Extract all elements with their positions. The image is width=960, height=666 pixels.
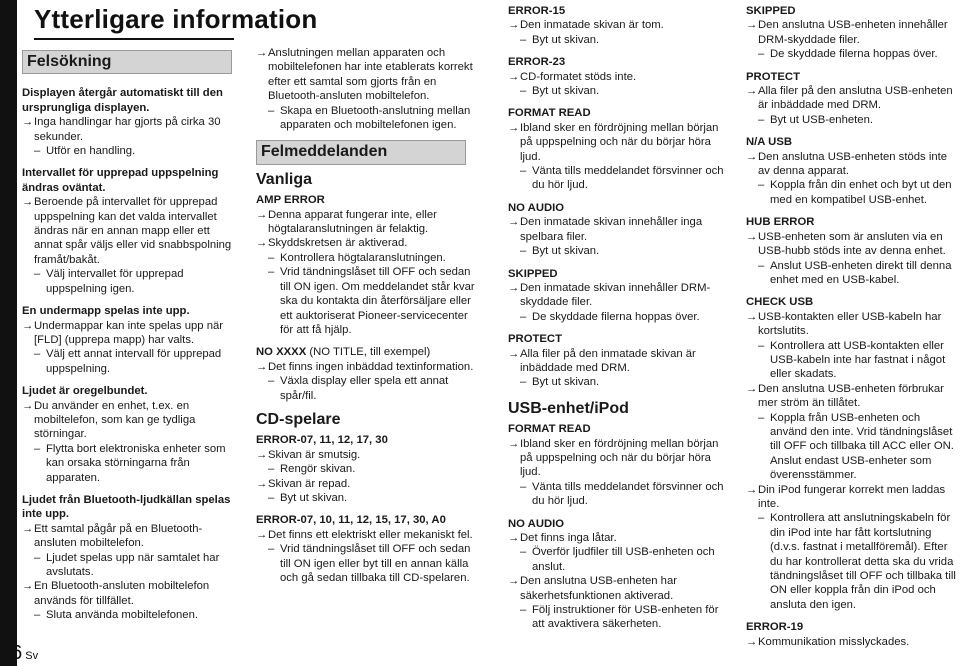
action-text: Byt ut skivan. [532, 85, 600, 98]
action-item [256, 251, 476, 265]
cause-text: USB-kontakten eller USB-kabeln har kortslutits. [758, 310, 942, 338]
arrow-icon: → [22, 319, 34, 332]
cause-item [256, 528, 476, 542]
message-heading-text: CHECK USB [746, 296, 814, 309]
message-heading-text: PROTECT [746, 70, 800, 83]
arrow-icon: → [508, 281, 520, 294]
cause-item [22, 579, 232, 608]
arrow-icon: → [256, 528, 268, 541]
arrow-icon: → [256, 360, 268, 373]
action-text: Skapa en Bluetooth-anslutning mellan apparaten och mobiltelefonen igen. [280, 104, 471, 132]
arrow-icon: → [508, 19, 520, 32]
message-block [746, 4, 958, 62]
cause-item [256, 236, 476, 250]
cause-text: Denna apparat fungerar inte, eller högtalaranslutningen är felaktig. [268, 208, 437, 236]
cause-text: Den anslutna USB-enheten har säkerhetsfunktionen aktiverad. [520, 575, 678, 602]
action-item [22, 144, 232, 158]
arrow-icon: → [508, 347, 520, 360]
column-usb-errors [746, 4, 958, 649]
action-text: Överför ljudfiler till USB-enheten och anslut. [532, 546, 715, 573]
arrow-icon: → [256, 47, 268, 59]
arrow-icon: → [508, 216, 520, 229]
action-item [256, 104, 476, 133]
arrow-icon: → [746, 635, 758, 648]
action-item [746, 511, 958, 612]
dash-icon: – [520, 245, 527, 258]
action-item [508, 545, 730, 574]
dash-icon: – [34, 442, 41, 455]
cause-text: Ibland sker en fördröjning mellan början på uppspelning och när du börjar höra ljud. [520, 121, 719, 163]
action-item [508, 244, 730, 258]
action-text: Byt ut skivan. [532, 376, 600, 389]
arrow-icon: → [746, 382, 758, 395]
arrow-icon: → [256, 208, 268, 221]
cause-text: Inga handlingar har gjorts på cirka 30 sekunder. [34, 116, 221, 143]
arrow-icon: → [746, 310, 758, 323]
message-heading-text: FORMAT READ [508, 423, 591, 436]
action-item [508, 310, 730, 324]
action-item [256, 462, 476, 476]
arrow-icon: → [508, 437, 520, 450]
action-text: Byt ut skivan. [280, 491, 348, 504]
dash-icon: – [520, 310, 527, 323]
cause-item [508, 70, 730, 84]
cause-item [22, 522, 232, 551]
cause-item [508, 121, 730, 164]
message-block [508, 267, 730, 325]
message-heading-text: NO AUDIO [508, 517, 565, 530]
message-heading [22, 304, 232, 318]
dash-icon: – [520, 480, 527, 493]
message-block [746, 70, 958, 128]
heading-vanliga: Vanliga [256, 170, 313, 188]
action-text: Flytta bort elektroniska enheter som kan orsaka störningarna från apparaten. [46, 442, 226, 484]
cause-text: Den anslutna USB-enheten innehåller DRM-skyddade filer. [758, 19, 948, 46]
message-heading-text: ERROR-23 [508, 56, 566, 69]
page-language: Sv [25, 650, 39, 662]
heading-cd-spelare: CD-spelare [256, 410, 341, 428]
page-title: Ytterligare information [34, 4, 318, 34]
dash-icon: – [758, 179, 765, 192]
cause-item [508, 18, 730, 32]
message-block [746, 215, 958, 287]
cause-text: Alla filer på den inmatade skivan är inbäddade med DRM. [520, 347, 696, 374]
message-block [256, 345, 476, 403]
cause-text: Den anslutna USB-enheten stöds inte av denna apparat. [758, 150, 948, 178]
cause-item [256, 360, 476, 374]
message-block [508, 201, 730, 259]
action-item [508, 375, 730, 389]
dash-icon: – [34, 145, 41, 158]
arrow-icon: → [22, 580, 34, 593]
action-text: Byt ut skivan. [532, 33, 600, 46]
cause-item [256, 208, 476, 237]
message-heading-text: HUB ERROR [746, 216, 815, 229]
page-number [0, 642, 38, 665]
cause-text: Din iPod fungerar korrekt men laddas inte. [758, 483, 946, 510]
cause-text: En Bluetooth-ansluten mobiltelefon används för tillfället. [34, 580, 210, 607]
cause-text: Du använder en enhet, t.ex. en mobiltelefon, som kan ge tydliga störningar. [34, 399, 196, 441]
message-heading [508, 422, 730, 436]
dash-icon: – [268, 543, 275, 556]
cause-text: Den inmatade skivan innehåller DRM-skyddade filer. [520, 281, 711, 309]
message-heading-text: ERROR-07, 11, 12, 17, 30 [256, 434, 388, 447]
message-heading-text: NO AUDIO [508, 201, 565, 214]
message-heading-text: Ljudet från Bluetooth-ljudkällan spelas inte upp. [22, 493, 231, 521]
cause-item [746, 310, 958, 339]
cause-item [22, 319, 232, 348]
dash-icon: – [520, 604, 527, 617]
cause-text: Ibland sker en fördröjning mellan början på uppspelning och när du börjar höra ljud. [520, 437, 719, 479]
dash-icon: – [758, 339, 765, 352]
cause-text: Beroende på intervallet för upprepad uppspelning kan det valda intervallet ändras när en annan mapp eller ett annat spår väljs eller vid snabbspolning framåt/bakåt. [34, 196, 232, 266]
message-heading-text: Displayen återgår automatiskt till den ursprungliga displayen. [22, 87, 223, 114]
dash-icon: – [758, 259, 765, 272]
dash-icon: – [758, 512, 765, 525]
cause-item [508, 437, 730, 480]
message-block [256, 513, 476, 585]
message-block [508, 106, 730, 192]
message-heading-note: (NO TITLE, till exempel) [306, 346, 431, 359]
message-heading [508, 55, 730, 69]
usb-errors-list [508, 422, 730, 632]
cause-text: Ett samtal pågår på en Bluetooth-ansluten mobiltelefon. [34, 522, 203, 550]
cause-item [22, 115, 232, 144]
dash-icon: – [520, 85, 527, 98]
cause-item [508, 281, 730, 310]
cause-text: Den inmatade skivan är tom. [520, 19, 664, 32]
dash-icon: – [268, 491, 275, 504]
cause-item [256, 46, 476, 104]
arrow-icon: → [508, 70, 520, 83]
message-block [508, 517, 730, 632]
arrow-icon: → [746, 19, 758, 32]
arrow-icon: → [256, 477, 268, 490]
action-text: De skyddade filerna hoppas över. [770, 48, 938, 61]
action-text: Koppla från USB-enheten och använd den inte. Vrid tändningslåset till OFF och tillbaka till ACC eller ON. Anslut endast USB-enheter som överensstämmer. [770, 411, 954, 482]
action-item [746, 259, 958, 288]
action-text: Välj ett annat intervall för upprepad uppspelning. [46, 348, 222, 375]
message-heading-text: FORMAT READ [508, 107, 591, 120]
arrow-icon: → [22, 196, 34, 209]
arrow-icon: → [746, 150, 758, 163]
action-text: Anslut USB-enheten direkt till denna enhet med en USB-kabel. [770, 259, 952, 286]
cause-item [746, 382, 958, 411]
column-error-messages [256, 46, 476, 585]
cd-errors-list [256, 433, 476, 585]
message-heading-text: Intervallet för upprepad uppspelning ändras oväntat. [22, 167, 219, 194]
message-heading [508, 201, 730, 215]
cause-item [508, 215, 730, 244]
cause-text: Anslutningen mellan apparaten och mobiltelefonen har inte etablerats korrekt efter ett samtal som gjorts från en Bluetooth-ansluten mobiltelefon. [268, 47, 473, 103]
message-block [746, 620, 958, 649]
action-item [508, 603, 730, 632]
message-heading-text: ERROR-19 [746, 621, 804, 634]
action-item [256, 542, 476, 585]
cause-item [746, 230, 958, 259]
action-text: Rengör skivan. [280, 463, 356, 476]
action-item [746, 47, 958, 61]
page-number-value: 16 [0, 642, 23, 664]
action-text: Vänta tills meddelandet försvinner och du hör ljud. [532, 165, 724, 192]
message-block [508, 422, 730, 508]
message-heading [746, 215, 958, 229]
arrow-icon: → [508, 121, 520, 134]
message-heading-text: ERROR-15 [508, 5, 566, 17]
message-heading [256, 433, 476, 447]
dash-icon: – [34, 609, 41, 622]
message-block [746, 295, 958, 612]
cause-text: Det finns inga låtar. [520, 532, 617, 544]
action-item [22, 551, 232, 580]
dash-icon: – [34, 551, 41, 564]
arrow-icon: → [746, 230, 758, 243]
cause-text: Det finns ett elektriskt eller mekaniskt fel. [268, 528, 473, 541]
page-edge-bar [0, 0, 17, 666]
cause-item [746, 150, 958, 179]
dash-icon: – [268, 463, 275, 476]
action-text: Vänta tills meddelandet försvinner och du hör ljud. [532, 480, 724, 508]
heading-usb-ipod: USB-enhet/iPod [508, 399, 629, 417]
cause-text: Undermappar kan inte spelas upp när [FLD] (upprepa mapp) har valts. [34, 319, 224, 346]
cause-text: USB-enheten som är ansluten via en USB-hubb stöds inte av denna enhet. [758, 230, 946, 258]
message-block [746, 135, 958, 207]
message-block [22, 493, 232, 623]
action-text: Växla display eller spela ett annat spår/fil. [280, 375, 449, 402]
action-item [22, 608, 232, 622]
message-heading-text: SKIPPED [508, 267, 558, 280]
action-text: Kontrollera högtalaranslutningen. [280, 251, 446, 264]
arrow-icon: → [746, 483, 758, 496]
action-text: Följ instruktioner för USB-enheten för att avaktivera säkerheten. [532, 604, 719, 631]
arrow-icon: → [508, 532, 520, 544]
message-block [508, 55, 730, 98]
action-text: Utför en handling. [46, 145, 136, 158]
arrow-icon: → [746, 85, 758, 98]
message-heading [746, 4, 958, 18]
title-rule [34, 38, 234, 40]
message-heading [508, 332, 730, 346]
message-heading [22, 86, 232, 115]
message-heading [508, 517, 730, 531]
message-heading [746, 620, 958, 634]
action-text: Ljudet spelas upp när samtalet har avslutats. [46, 551, 220, 578]
message-block [256, 433, 476, 505]
action-item [508, 164, 730, 193]
cd-errors-list-2 [508, 4, 730, 390]
action-text: Vrid tändningslåset till OFF och sedan till ON igen eller byt till en annan källa och gå sedan tillbaka till CD-spelaren. [280, 543, 471, 584]
action-item [746, 113, 958, 127]
cause-text: CD-formatet stöds inte. [520, 70, 637, 83]
message-heading-text: AMP ERROR [256, 194, 325, 207]
action-text: Byt ut skivan. [532, 245, 600, 258]
cause-item [256, 477, 476, 491]
cause-text: Skivan är smutsig. [268, 448, 361, 461]
arrow-icon: → [256, 448, 268, 461]
action-item [22, 442, 232, 485]
message-heading-text: PROTECT [508, 333, 562, 346]
message-heading [22, 166, 232, 195]
cause-item [508, 347, 730, 376]
dash-icon: – [34, 348, 41, 361]
dash-icon: – [268, 375, 275, 388]
message-heading-text: ERROR-07, 10, 11, 12, 15, 17, 30, A0 [256, 514, 446, 527]
arrow-icon: → [22, 116, 34, 129]
dash-icon: – [268, 104, 275, 117]
action-text: Sluta använda mobiltelefonen. [46, 609, 198, 622]
cause-item [746, 483, 958, 512]
dash-icon: – [758, 48, 765, 61]
section-felmeddelanden: Felmeddelanden [256, 140, 466, 164]
message-heading [256, 513, 476, 527]
cause-text: Skyddskretsen är aktiverad. [268, 237, 408, 250]
action-item [256, 374, 476, 403]
message-heading-text: NO XXXX [256, 346, 307, 359]
message-heading [508, 4, 730, 18]
action-item [22, 347, 232, 376]
cause-item [22, 399, 232, 442]
message-heading-text: SKIPPED [746, 5, 796, 17]
message-block [22, 304, 232, 376]
dash-icon: – [268, 251, 275, 264]
section-felsokning: Felsökning [22, 50, 232, 74]
cause-item [746, 635, 958, 649]
message-heading [508, 267, 730, 281]
cause-text: Den inmatade skivan innehåller inga spelbara filer. [520, 216, 703, 243]
cause-text: Den anslutna USB-enheten förbrukar mer ström än tillåtet. [758, 382, 944, 410]
message-heading [22, 493, 232, 522]
action-item [256, 491, 476, 505]
message-heading [256, 345, 476, 359]
action-text: Vrid tändningslåset till OFF och sedan till ON igen. Om meddelandet står kvar ska du kontakta din återförsäljare eller ett auktoriserat Pioneer-servicecenter för att få hjälp. [280, 266, 475, 336]
message-heading [746, 135, 958, 149]
cause-item [22, 195, 232, 267]
action-text: Byt ut USB-enheten. [770, 113, 873, 126]
arrow-icon: → [22, 522, 34, 535]
action-item [746, 178, 958, 207]
message-heading [256, 193, 476, 207]
message-block [22, 166, 232, 296]
cause-text: Kommunikation misslyckades. [758, 635, 910, 648]
common-errors-list [256, 193, 476, 403]
dash-icon: – [268, 266, 275, 279]
action-text: De skyddade filerna hoppas över. [532, 310, 700, 323]
action-item [508, 480, 730, 509]
arrow-icon: → [256, 237, 268, 250]
message-heading-text: Ljudet är oregelbundet. [22, 385, 148, 398]
action-item [22, 267, 232, 296]
dash-icon: – [758, 113, 765, 126]
message-heading [508, 106, 730, 120]
action-text: Kontrollera att USB-kontakten eller USB-kabeln inte har fastnat i något eller skadats. [770, 339, 946, 381]
message-heading-text: N/A USB [746, 136, 793, 149]
cause-item [746, 18, 958, 47]
action-item [746, 339, 958, 382]
cause-text: Skivan är repad. [268, 477, 351, 490]
cause-item [508, 531, 730, 545]
dash-icon: – [34, 268, 41, 281]
action-text: Välj intervallet för upprepad uppspelning igen. [46, 268, 184, 295]
cause-text: Det finns ingen inbäddad textinformation. [268, 360, 474, 373]
cause-text: Alla filer på den anslutna USB-enheten är inbäddade med DRM. [758, 85, 953, 112]
cause-item [256, 448, 476, 462]
message-block [508, 332, 730, 390]
message-block [256, 193, 476, 337]
dash-icon: – [520, 33, 527, 46]
message-block [22, 384, 232, 485]
message-heading [22, 384, 232, 398]
intro-list [256, 46, 476, 132]
action-text: Kontrollera att anslutningskabeln för din iPod inte har fått kortslutning (d.v.s. fastnat i metallföremål). Efter du har kontrollerat detta ska du vrida tändningslåset till OFF och tillbaka till ON eller koppla från din iPod och ansluta den igen. [770, 512, 956, 611]
troubleshooting-list [22, 86, 232, 622]
arrow-icon: → [22, 399, 34, 412]
action-item [746, 411, 958, 483]
usb-errors-list-2 [746, 4, 958, 649]
action-item [256, 265, 476, 337]
column-cd-usb-errors [508, 4, 730, 632]
message-heading [746, 295, 958, 309]
message-heading [746, 70, 958, 84]
arrow-icon: → [508, 575, 520, 588]
action-text: Koppla från din enhet och byt ut den med en kompatibel USB-enhet. [770, 179, 952, 206]
message-block [22, 86, 232, 158]
dash-icon: – [520, 165, 527, 178]
action-item [508, 33, 730, 47]
action-item [508, 84, 730, 98]
message-block [508, 4, 730, 47]
dash-icon: – [758, 411, 765, 424]
column-troubleshooting [22, 50, 232, 623]
cause-item [508, 574, 730, 603]
message-heading-text: En undermapp spelas inte upp. [22, 305, 190, 318]
dash-icon: – [520, 546, 527, 559]
dash-icon: – [520, 376, 527, 389]
cause-item [746, 84, 958, 113]
